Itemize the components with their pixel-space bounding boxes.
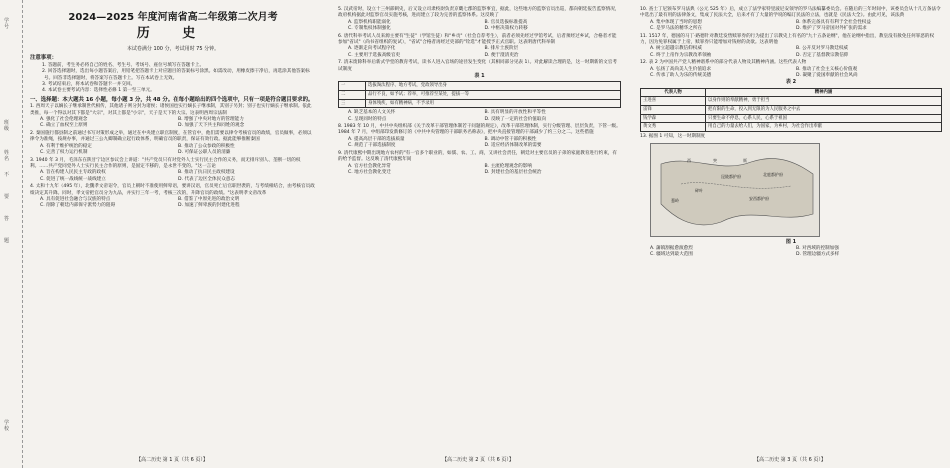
option-list [338,137,621,150]
question [338,151,621,177]
question [30,104,316,130]
option: D. 维护了罗马帝国对外扩张的需求 [796,26,867,32]
table-cell: 身体残疾，如有精神病，不予录用 [366,99,621,108]
table-cell: 用自己的力量去给人们，为国家，为乡村，为社会作出奉献 [706,123,942,132]
option: B. 官员选拔标准提高 [484,19,528,25]
option-list [640,246,942,259]
questions-col1 [30,104,316,210]
option: D. 可保证公职人员的清廉 [178,150,231,156]
table-row [641,106,942,115]
option: B. 借鉴了中原先进的政治文明 [178,196,240,202]
table-row [641,123,942,132]
subject-title: 历 史 [136,26,210,41]
option: D. 管理边疆方式多样 [796,252,840,258]
question-stem: 10. 查士丁尼颁布罗马法典（公元 525 年）后，成立了法学家特里波尼安领导的罗马法编纂委员会。在随后的三年时间中，该委员会从十几万条法令中选出了最有用的法律条文，集成了民法大全，后来才有了大量的学说的编订民法的立法，也就是《民法大全》。由此可见，该法典 [640,7,941,19]
note-item: 2. 回答选择题时，选出每小题答案后，用铅笔把答题卡上对应题目的答案标号涂黑。如需改动，用橡皮擦干净后，再选涂其他答案标号。回答非选择题时，将答案写在答题卡上。写在本试卷上无效。 [42,69,310,81]
question [640,7,942,33]
binding-label: 姓名 [4,150,10,162]
binding-label: 要 [4,194,10,200]
question [640,60,942,79]
binding-margin [0,0,23,468]
option: B. 推动了社会主义核心价值观 [796,66,858,72]
option: A. 藩镇割据愈演愈烈 [650,245,693,251]
binding-label: 学校 [4,420,10,432]
question [30,184,316,210]
question-stem: 4. 太和十九年（495 年），北魏孝文帝诏令，官员上朝时不准使用鲜卑语，要讲汉语，官员死亡后官职世袭的，与考绩相结合，由考核官员政绩决定其升降。同时，孝文帝把官员分为九品，并实行三年一考，考核三次的，升降官员的政绩。"这表明孝文帝改革 [30,184,315,196]
option: B. 对西域的控制加强 [796,245,839,251]
option: C. 主要用于选拔高级官吏 [348,52,401,58]
table-row [339,91,621,100]
option: D. 封建社会的基层社会统治 [484,169,542,175]
option: C. 终于上帝作为宗教改革领袖 [650,52,712,58]
map-figure [650,143,820,237]
option: B. 推动了抗日民主政权建设 [178,170,235,176]
option: B. 调动中管干部的积极性 [484,136,537,142]
question-stem: 5. 汉武帝时，设立十三州部刺史，后又设立司隶校尉负责京畿七郡的监察事宜，据此，这些地方的监察官员出巡，都向朝廷报告监察情况，政府机构据此对监察官员实施考核，进而建立了较为完善的监察体系。这反映了 [338,7,620,19]
questions-col3 [640,7,942,258]
question-stem: 9. 清代康熙中期出现地方农村的"有一官多个职业的，如儒、农、工、商，又讲社会责任，朝廷对主要官员的子弟的家庭教育进行约束，有的给予监督。这反映了清代康熙年间 [338,150,617,163]
table-1 [338,81,621,108]
binding-label: 学号 [4,18,10,30]
map-label: 葱岭 [671,198,679,204]
table-row [641,97,942,106]
option-list [338,46,621,59]
figure-caption: 图 1 [785,239,797,246]
table-cell: 雷锋 [641,106,706,115]
table-header-row [641,88,942,97]
table-cell: 一 [339,82,366,91]
question [30,158,316,184]
option: C. 规范了干部选拔制度 [348,143,396,149]
question [338,7,621,33]
option: C. 疆域达到最大范围 [650,252,693,258]
table-row [339,99,621,108]
option-list [30,170,316,183]
exam-title: 2024—2025 年度河南省高二年级第二次月考 [68,12,278,23]
option: A. 弘扬了高尚美人生价值追求 [650,66,712,72]
option: A. 旨在构建人民民主专政的政权 [40,170,106,176]
table-cell: 只要生命不停息，心系人民，心系于祖国 [706,114,942,123]
table-cell: 选拔淘汰程序、地方考试，党政领导出身 [366,82,621,91]
option-list [338,20,621,33]
option-list [30,144,316,157]
option-list [640,46,942,59]
map-label: 西 [687,158,691,164]
question [640,134,942,259]
question [30,131,316,157]
question-stem: 13. 据图 1 可知，这一时期制度 [640,133,706,139]
option: B. 增强了中央对地方的管理能力 [178,117,244,123]
question [338,34,621,60]
option-list [338,164,621,177]
notes-list [30,63,316,95]
notes-heading: 注意事项： [30,55,57,62]
map-label: 厥 [743,158,747,164]
option: C. 传承了助人为乐的传统美德 [650,73,712,79]
option: C. 是罗马法的精华之所在 [650,26,703,32]
table-caption: 表 2 [785,79,797,86]
table-cell: 黄文秀 [641,123,706,132]
option: B. 具有明显的开放性和平等性 [484,110,546,116]
table-2 [640,88,942,132]
option-list [640,67,942,80]
option-list [338,110,621,123]
table-header: 代表人物 [641,88,706,97]
option: A. 树立超越宗教信仰权威 [650,46,702,52]
option-list [30,117,316,130]
table-row [641,114,942,123]
table-cell: 品行不良，如予试；荐举，可推荐至某处，提拔一等 [366,91,621,100]
question-stem: 11. 1517 年，德国的马丁·路德针对教廷发售赎罪券的行为提出了宗教史上有名的"九十五条论纲"，他在论纲中指出，教皇没有赦免任何罪恶的权力，因为免罪权属于上帝，赎罪券只能增加对钱财的贪欲。这表明他 [640,33,935,46]
table-cell: 王进喜 [641,97,706,106]
option: D. 凝聚了爱国奉献的社会风尚 [796,73,858,79]
table-cell: 钱学森 [641,114,706,123]
option: C. 促进了统一战线统一战线建立 [40,176,106,182]
option: D. 加速了鲜卑族的封建化进程 [178,203,240,209]
map-label: 突 [713,158,717,164]
option: A. 缺乏基本的人文关怀 [348,110,396,116]
option: D. 中枢决策权力转移 [484,26,528,32]
question-stem: 2. 秦国施行都县制之前通过书写对策形成之举，通过在中央建立职官制度，在管官中，他们需要以律令考核官员的政绩，官员做事，必须以律令为准绳，按规办事，并通过三公九卿制确立起行政体系，明确官员的职责，保证有效行政。据此能够推断秦国 [30,130,312,143]
map-graphic [651,144,819,236]
question-stem: 7. 清末废除科举后新式学堂的教育考试，读书人进入官场的途径发生变化（其相同部分见表 1）。对此解读合理的是，这一时期新的文官考试制度 [338,60,617,72]
question-stem: 3. 1940 年 3 月，毛泽东在陕甘宁边区参议会上讲道："共产党员只有对党外人士实行民主合作的义务，而无排斥别人、垄断一切的权利。……共产党同党外人士实行民主合作的原则，是固定不移的，是永世不变的。"这一言论 [30,157,301,169]
question-stem: 12. 表 2 为中国共产党人精神谱系中的部分代表人物及其精神内涵。这些代表人物 [640,60,807,66]
map-label: 碎叶 [695,188,703,194]
note-item: 1. 答题前，考生务必将自己的姓名、考生号、考场号、座位号填写在答题卡上。 [42,62,205,68]
option: A. 监察机构职能弱化 [348,19,391,25]
option: C. 专制集权体制强化 [348,26,391,32]
table-cell: 二 [339,91,366,100]
question [338,124,621,150]
option: D. 便于澄清吏治 [484,52,519,58]
option: B. 排斥士族阶层 [484,46,519,52]
option: D. 反映了一定的社会价值取向 [484,116,547,122]
table-row [339,82,621,91]
option: C. 完善了权力运行机制 [40,150,88,156]
question-stem: 8. 1983 年 10 月，中共中央组织部《关于改革干部管理体制若干问题的规定》，改革干部管理体制，实行分级管理、层层负责，下管一级。1984 年 7 月，中组部印发新修订的《中共中央管理的干部职务名称表》，把中央直接管理的干部减少了约三分之二。这些措施 [338,124,621,136]
option: C. 地方社会教化变迁 [348,169,391,175]
question-stem: 1. 西周天子以嫡长子继承制世代相传，其他诸子则分封为诸侯；诸侯国也实行嫡长子继承制，其别子另封；别子也实行嫡长子继承制。依此类推，每一个得以对其下都是"大宗"，对其上都是"小宗"，天子是天下的大宗。这表明西周宗法制 [30,104,312,116]
note-item: 3. 考试结束后，将本试卷和答题卡一并交回。 [42,82,136,88]
map-label: 昆陵都护府 [721,174,741,180]
option: A. 集中体现了当时的思想 [650,19,702,25]
binding-label: 题 [4,238,10,244]
option-list [640,20,942,33]
option: A. 强化了社会伦理观念 [40,117,88,123]
question-stem: 6. 唐代科举考试人员来源主要有"生徒"（学馆生徒）和"乡贡"（社会自荐考生），前者必须先经过学馆考试，后者须经过乡试，合格者才能参加"省试"（尚书省组织的复试），"省试"合格者再经过吏部的"铨选"才能授予正式官职。这表明唐代科举制 [338,33,617,46]
binding-label: 不 [4,172,10,178]
page-footer-2: 【高二历史 第 2 页（共 6 页）】 [442,457,514,463]
option: C. 削除了朝廷内部保守派势力的阻碍 [40,203,116,209]
table-header: 精神内涵 [706,88,942,97]
option: C. 呈现同时的特点 [348,116,387,122]
option: B. 体系完备具有有利于全社会性权益 [796,19,871,25]
option: A. 逐渐走向考试程序化 [348,46,396,52]
section-heading: 一、选择题：本大题共 16 小题，每小题 3 分，共 48 分。在每小题给出的四个选项中，只有一项是符合题目要求的。 [30,96,314,103]
page-2-column [338,6,621,176]
binding-label: 答 [4,216,10,222]
table-cell: 三 [339,99,366,108]
binding-label: 班级 [4,120,10,132]
page-footer-3: 【高二历史 第 3 页（共 6 页）】 [754,457,826,463]
page-footer-1: 【高二历史 第 1 页（共 6 页）】 [136,457,208,463]
option: D. 否定了基督教宗教信仰 [796,52,849,58]
option: A. 具有促进社会融合与汉族的特点 [40,196,111,202]
page-3-column [640,6,942,258]
exam-meta: 本试卷满分 100 分，考试用时 75 分钟。 [126,46,220,52]
map-label: 安西都护府 [749,196,769,202]
option: A. 官方社会教化异常 [348,163,391,169]
table-caption: 表 1 [474,73,485,80]
option: C. 确立了血权至上原则 [40,123,88,129]
questions-col2 [338,7,621,176]
option: A. 有利于维护统治的稳定 [40,143,92,149]
table-cell: 以身作则的奉献精神，勇于担当 [706,97,942,106]
option: D. 加强了天下共主和同姓的观念 [178,123,245,129]
option: D. 适应经济体制改革的需要 [484,143,542,149]
option: B. 推动了公众参政的积极性 [178,143,235,149]
note-item: 4. 本试卷主要考试内容：选择性必修 1 第一至三单元。 [42,88,155,94]
question [338,60,621,73]
option: B. 公开反对罗马教廷权威 [796,46,849,52]
option-list [30,197,316,210]
option: B. 主流伦理观念的影响 [484,163,532,169]
page-1-column [30,6,316,210]
option: D. 代表了边区全体民众意志 [178,176,235,182]
table-cell: 把有限的生命，投入到无限的为人民服务之中去 [706,106,942,115]
option: A. 提高高层干部的选拔质量 [348,136,405,142]
question [640,34,942,60]
map-label: 北庭都护府 [763,172,783,178]
